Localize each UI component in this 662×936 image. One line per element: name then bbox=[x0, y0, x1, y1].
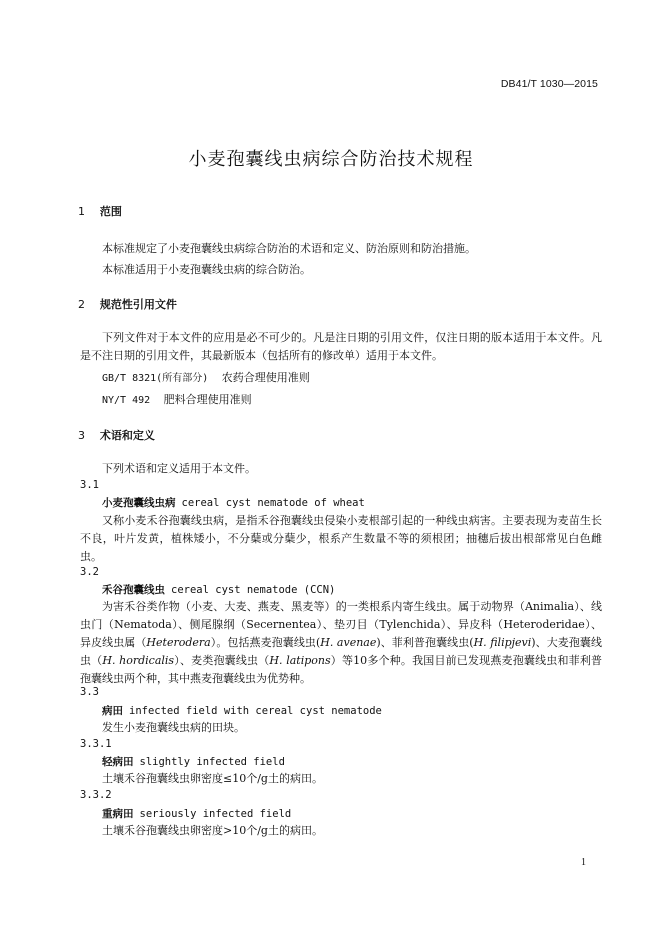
clause-number: 3.3.1 bbox=[80, 738, 112, 750]
section-1-heading bbox=[78, 203, 122, 219]
paragraph: 下列术语和定义适用于本文件。 bbox=[102, 462, 256, 475]
section-number: 3 bbox=[78, 429, 85, 442]
term-heading bbox=[102, 582, 335, 597]
term-zh: 小麦孢囊线虫病 bbox=[102, 497, 176, 509]
section-title: 术语和定义 bbox=[99, 429, 155, 442]
paragraph: 本标准适用于小麦孢囊线虫病的综合防治。 bbox=[102, 263, 311, 276]
species-name: H. avenae bbox=[320, 636, 377, 649]
page-number: 1 bbox=[581, 857, 586, 868]
section-title: 规范性引用文件 bbox=[99, 298, 177, 311]
reference-item bbox=[102, 391, 252, 407]
term-definition: 发生小麦孢囊线虫病的田块。 bbox=[102, 721, 245, 734]
term-en: cereal cyst nematode of wheat bbox=[181, 497, 365, 509]
section-2-heading bbox=[78, 296, 177, 312]
clause-number: 3.3 bbox=[80, 686, 99, 698]
term-definition: 土壤禾谷孢囊线虫卵密度≤10个/g土的病田。 bbox=[102, 772, 323, 785]
standard-code: DB41/T 1030—2015 bbox=[500, 78, 598, 90]
species-name: H. hordicalis bbox=[102, 654, 175, 667]
term-zh: 轻病田 bbox=[102, 756, 134, 768]
term-heading bbox=[102, 806, 291, 821]
term-heading bbox=[102, 754, 285, 769]
term-en: cereal cyst nematode (CCN) bbox=[171, 584, 336, 596]
reference-title: 肥料合理使用准则 bbox=[163, 393, 252, 406]
species-name: H. latipons bbox=[269, 654, 331, 667]
reference-item bbox=[102, 369, 310, 385]
reference-code: NY/T 492 bbox=[102, 395, 151, 406]
term-definition: 又称小麦禾谷孢囊线虫病，是指禾谷孢囊线虫侵染小麦根部引起的一种线虫病害。主要表现为麦苗生长不良，叶片发黄，植株矮小，不分蘖或分蘖少，根系产生数量不等的须根团；抽穗后拔出根部常见白色雌虫。 bbox=[80, 514, 602, 563]
reference-code: GB/T 8321(所有部分) bbox=[102, 373, 209, 384]
species-name: H. filipjevi bbox=[473, 636, 532, 649]
document-title: 小麦孢囊线虫病综合防治技术规程 bbox=[188, 149, 474, 170]
term-heading bbox=[102, 703, 382, 718]
section-number: 1 bbox=[78, 205, 85, 218]
clause-number: 3.3.2 bbox=[80, 789, 112, 801]
term-zh: 病田 bbox=[102, 705, 123, 717]
clause-number: 3.2 bbox=[80, 566, 99, 578]
term-zh: 重病田 bbox=[102, 808, 134, 820]
term-heading bbox=[102, 495, 365, 510]
term-definition: 为害禾谷类作物（小麦、大麦、燕麦、黑麦等）的一类根系内寄生线虫。属于动物界（Animalia）、线虫门（Nematoda）、侧尾腺纲（Secernentea）、垫刃目（Tylenchida）、异皮科（Heteroderidae）、异皮线虫属（Heterodera）。包括燕麦孢囊线虫(H. avenae)、菲利普孢囊线虫(H. filipjevi)、大麦孢囊线虫（H. hordicalis）、麦类孢囊线虫（H. latipons）等10多个种。我国目前已发现燕麦孢囊线虫和菲利普孢囊线虫两个种，其中燕麦孢囊线虫为优势种。 bbox=[80, 600, 603, 685]
term-zh: 禾谷孢囊线虫 bbox=[102, 584, 165, 596]
term-definition: 土壤禾谷孢囊线虫卵密度>10个/g土的病田。 bbox=[102, 824, 323, 837]
clause-number: 3.1 bbox=[80, 479, 99, 491]
paragraph: 下列文件对于本文件的应用是必不可少的。凡是注日期的引用文件，仅注日期的版本适用于本文件。凡是不注日期的引用文件，其最新版本（包括所有的修改单）适用于本文件。 bbox=[80, 331, 602, 362]
section-title: 范围 bbox=[99, 205, 122, 218]
section-number: 2 bbox=[78, 298, 85, 311]
genus-name: Heterodera bbox=[146, 636, 211, 649]
term-en: slightly infected field bbox=[139, 756, 285, 768]
term-en: seriously infected field bbox=[139, 808, 292, 820]
paragraph: 本标准规定了小麦孢囊线虫病综合防治的术语和定义、防治原则和防治措施。 bbox=[102, 242, 476, 255]
section-3-heading bbox=[78, 427, 155, 443]
term-en: infected field with cereal cyst nematode bbox=[129, 705, 382, 717]
reference-title: 农药合理使用准则 bbox=[221, 371, 310, 384]
